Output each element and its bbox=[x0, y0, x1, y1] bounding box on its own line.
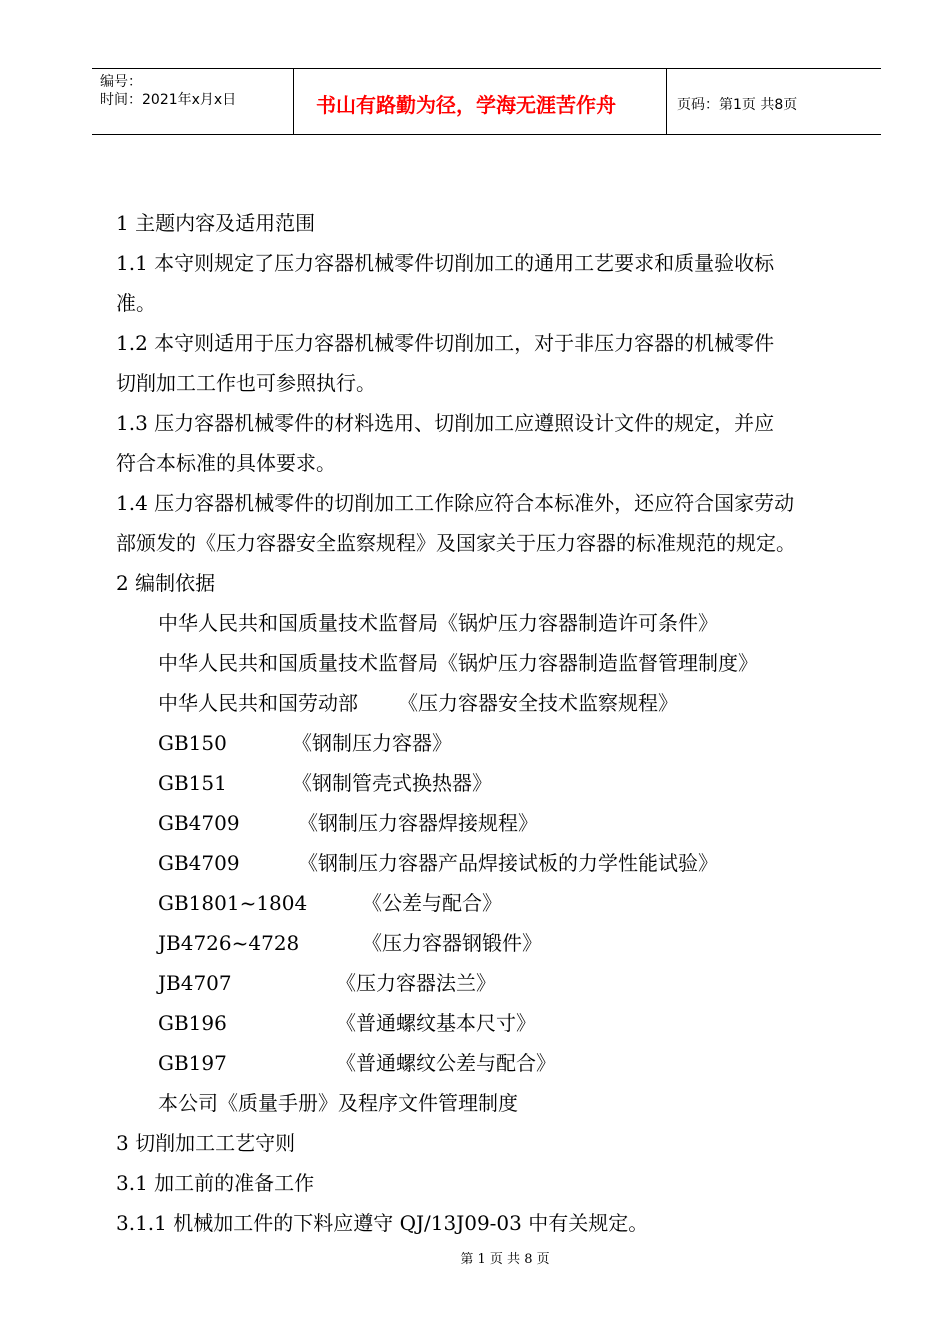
standard-title: 《压力容器钢锻件》 bbox=[362, 931, 542, 955]
reference-company: 本公司《质量手册》及程序文件管理制度 bbox=[158, 1091, 518, 1115]
standard-row bbox=[116, 963, 876, 1003]
reference-3-title: 《压力容器安全技术监察规程》 bbox=[398, 691, 678, 715]
reference-3 bbox=[116, 683, 876, 723]
section-3-title: 3 切削加工工艺守则 bbox=[116, 1131, 296, 1155]
reference-1: 中华人民共和国质量技术监督局《锅炉压力容器制造许可条件》 bbox=[158, 611, 718, 635]
para-1-3-line-1: 1.3 压力容器机械零件的材料选用、切削加工应遵照设计文件的规定，并应 bbox=[116, 411, 775, 435]
page-footer: 第 1 页 共 8 页 bbox=[460, 1252, 550, 1267]
standard-row bbox=[116, 1003, 876, 1043]
standard-title: 《普通螺纹公差与配合》 bbox=[336, 1051, 556, 1075]
para-1-2-line-1: 1.2 本守则适用于压力容器机械零件切削加工，对于非压力容器的机械零件 bbox=[116, 331, 775, 355]
standard-row bbox=[116, 883, 876, 923]
standard-row bbox=[116, 843, 876, 883]
section-2-title: 2 编制依据 bbox=[116, 571, 216, 595]
para-3-1-1: 3.1.1 机械加工件的下料应遵守 QJ/13J09-03 中有关规定。 bbox=[116, 1211, 649, 1235]
para-1-4-line-2: 部颁发的《压力容器安全监察规程》及国家关于压力容器的标准规范的规定。 bbox=[116, 531, 796, 555]
standard-title: 《钢制压力容器产品焊接试板的力学性能试验》 bbox=[298, 851, 718, 875]
standard-title: 《钢制压力容器》 bbox=[292, 731, 452, 755]
standard-row bbox=[116, 923, 876, 963]
standard-code: JB4726~4728 bbox=[158, 931, 300, 955]
standard-title: 《公差与配合》 bbox=[362, 891, 502, 915]
header-motto: 书山有路勤为径，学海无涯苦作舟 bbox=[294, 69, 667, 134]
standard-row bbox=[116, 1043, 876, 1083]
para-1-1-line-2: 准。 bbox=[116, 291, 156, 315]
standard-title: 《钢制管壳式换热器》 bbox=[292, 771, 492, 795]
standard-code: JB4707 bbox=[158, 971, 232, 995]
time-label: 时间：2021年x月x日 bbox=[100, 92, 237, 108]
header-table bbox=[92, 68, 881, 135]
standard-code: GB4709 bbox=[158, 851, 240, 875]
document-body bbox=[116, 203, 876, 1243]
section-3-1-title: 3.1 加工前的准备工作 bbox=[116, 1171, 315, 1195]
para-1-3-line-2: 符合本标准的具体要求。 bbox=[116, 451, 336, 475]
standard-title: 《钢制压力容器焊接规程》 bbox=[298, 811, 538, 835]
standard-code: GB4709 bbox=[158, 811, 240, 835]
standard-title: 《压力容器法兰》 bbox=[336, 971, 496, 995]
standard-title: 《普通螺纹基本尺寸》 bbox=[336, 1011, 536, 1035]
number-label: 编号： bbox=[100, 74, 142, 90]
reference-3-org: 中华人民共和国劳动部 bbox=[158, 691, 358, 715]
para-1-4-line-1: 1.4 压力容器机械零件的切削加工工作除应符合本标准外，还应符合国家劳动 bbox=[116, 491, 795, 515]
standard-code: GB1801~1804 bbox=[158, 891, 308, 915]
standard-code: GB197 bbox=[158, 1051, 227, 1075]
standard-code: GB150 bbox=[158, 731, 227, 755]
para-1-1-line-1: 1.1 本守则规定了压力容器机械零件切削加工的通用工艺要求和质量验收标 bbox=[116, 251, 775, 275]
standard-code: GB196 bbox=[158, 1011, 227, 1035]
standard-code: GB151 bbox=[158, 771, 227, 795]
reference-2: 中华人民共和国质量技术监督局《锅炉压力容器制造监督管理制度》 bbox=[158, 651, 758, 675]
para-1-2-line-2: 切削加工工作也可参照执行。 bbox=[116, 371, 376, 395]
standard-row bbox=[116, 763, 876, 803]
standard-row bbox=[116, 803, 876, 843]
header-meta-cell bbox=[92, 69, 294, 134]
standard-row bbox=[116, 723, 876, 763]
header-page-info: 页码：第1页 共8页 bbox=[677, 96, 798, 113]
section-1-title: 1 主题内容及适用范围 bbox=[116, 211, 316, 235]
